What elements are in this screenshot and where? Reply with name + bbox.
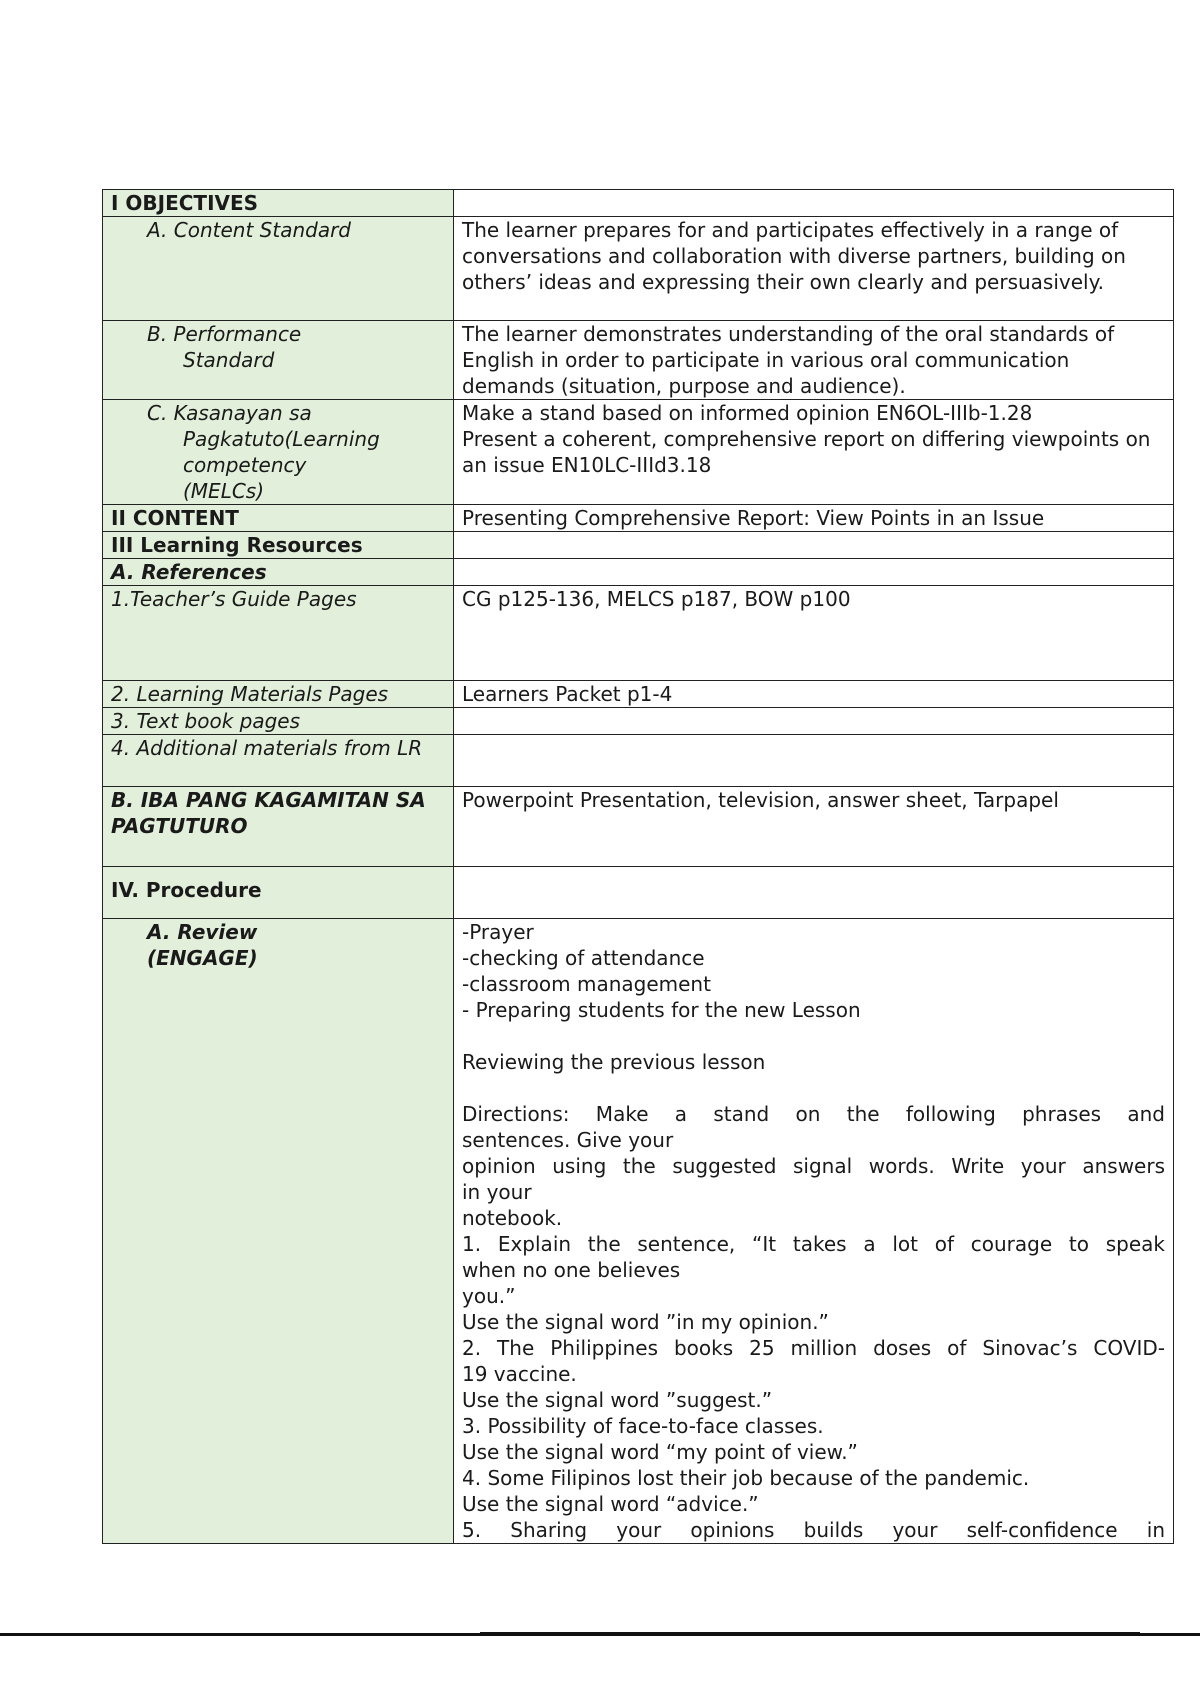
content-text: Presenting Comprehensive Report: View Points in an Issue [454,505,1174,532]
text-book-row [103,708,1174,735]
review-line-opinion-b: in your [462,1180,532,1204]
review-line-item5: 5. Sharing your opinions builds your self-confidence in [462,1518,1165,1542]
review-line-item2-a: 2. The Philippines books 25 million doses of Sinovac’s COVID- [462,1336,1165,1360]
review-line-opinion-a: opinion using the suggested signal words. Write your answers [462,1154,1165,1178]
teachers-guide-text: CG p125-136, MELCS p187, BOW p100 [454,586,1174,681]
text-book-text [454,708,1174,735]
iba-pang-kagamitan-row [103,787,1174,867]
procedure-row [103,867,1174,919]
review-label [103,919,454,1544]
procedure-label: IV. Procedure [103,867,454,919]
additional-materials-text [454,735,1174,787]
references-label: A. References [103,559,454,586]
objectives-row [103,190,1174,217]
content-label: II CONTENT [103,505,454,532]
learning-materials-row [103,681,1174,708]
text-book-label: 3. Text book pages [103,708,454,735]
performance-standard-label-1: B. Performance [147,322,302,346]
learning-competency-label-4: (MELCs) [183,479,265,503]
review-line-item1-a: 1. Explain the sentence, “It takes a lot of courage to speak [462,1232,1165,1256]
lesson-plan-table [102,189,1174,1544]
learning-competency-label-2: Pagkatuto(Learning [183,427,380,451]
content-standard-label-text: A. Content Standard [147,218,352,242]
references-value [454,559,1174,586]
review-line-reviewing: Reviewing the previous lesson [462,1050,766,1074]
content-standard-text: The learner prepares for and participates effectively in a range of conversations and collaboration with diverse partners, building on others’ ideas and expressing their own clearly and persuasively. [454,217,1174,321]
learning-resources-row [103,532,1174,559]
review-row [103,919,1174,1544]
procedure-value [454,867,1174,919]
review-line-item1-c: you.” [462,1284,516,1308]
learning-competency-label-3: competency [183,453,307,477]
performance-standard-label-2: Standard [183,348,275,372]
iba-pang-kagamitan-text: Powerpoint Presentation, television, answer sheet, Tarpapel [454,787,1174,867]
iba-pang-kagamitan-label: B. IBA PANG KAGAMITAN SA PAGTUTURO [103,787,454,867]
learning-materials-text: Learners Packet p1-4 [454,681,1174,708]
performance-standard-text: The learner demonstrates understanding of the oral standards of English in order to participate in various oral communication demands (situation, purpose and audience). [454,321,1174,400]
performance-standard-label [103,321,454,400]
review-line-item1-b: when no one believes [462,1258,681,1282]
review-line-item4: 4. Some Filipinos lost their job because of the pandemic. [462,1466,1030,1490]
performance-standard-row [103,321,1174,400]
review-content [454,919,1174,1544]
review-label-2: (ENGAGE) [147,946,258,970]
review-line-management: -classroom management [462,972,711,996]
review-line-item2-signal: Use the signal word ”suggest.” [462,1388,773,1412]
review-spacer-1 [462,1023,1165,1049]
review-line-item3: 3. Possibility of face-to-face classes. [462,1414,824,1438]
teachers-guide-row [103,586,1174,681]
learning-competency-line-1: Make a stand based on informed opinion EN6OL-IIIb-1.28 [462,401,1033,425]
additional-materials-label: 4. Additional materials from LR [103,735,454,787]
learning-resources-label: III Learning Resources [103,532,454,559]
content-row [103,505,1174,532]
learning-competency-label [103,400,454,505]
learning-competency-line-2: Present a coherent, comprehensive report on differing viewpoints on an issue EN10LC-IIId3.18 [462,427,1151,477]
review-line-directions-a: Directions: Make a stand on the following phrases and [462,1102,1165,1126]
teachers-guide-label: 1.Teacher’s Guide Pages [103,586,454,681]
review-line-notebook: notebook. [462,1206,563,1230]
footer-rule-secondary [480,1632,1140,1634]
review-line-directions-b: sentences. Give your [462,1128,674,1152]
review-line-item3-signal: Use the signal word “my point of view.” [462,1440,858,1464]
review-line-item2-b: 19 vaccine. [462,1362,577,1386]
learning-resources-value [454,532,1174,559]
review-line-item1-signal: Use the signal word ”in my opinion.” [462,1310,829,1334]
learning-competency-row [103,400,1174,505]
review-label-1: A. Review [147,920,258,944]
learning-competency-text [454,400,1174,505]
learning-competency-label-1: C. Kasanayan sa [147,401,312,425]
content-standard-row [103,217,1174,321]
review-spacer-2 [462,1075,1165,1101]
references-row [103,559,1174,586]
content-standard-label [103,217,454,321]
objectives-heading: I OBJECTIVES [103,190,454,217]
review-line-attendance: -checking of attendance [462,946,705,970]
review-line-item4-signal: Use the signal word “advice.” [462,1492,759,1516]
review-line-prayer: -Prayer [462,920,534,944]
additional-materials-row [103,735,1174,787]
objectives-value [454,190,1174,217]
learning-materials-label: 2. Learning Materials Pages [103,681,454,708]
review-line-preparing: - Preparing students for the new Lesson [462,998,861,1022]
